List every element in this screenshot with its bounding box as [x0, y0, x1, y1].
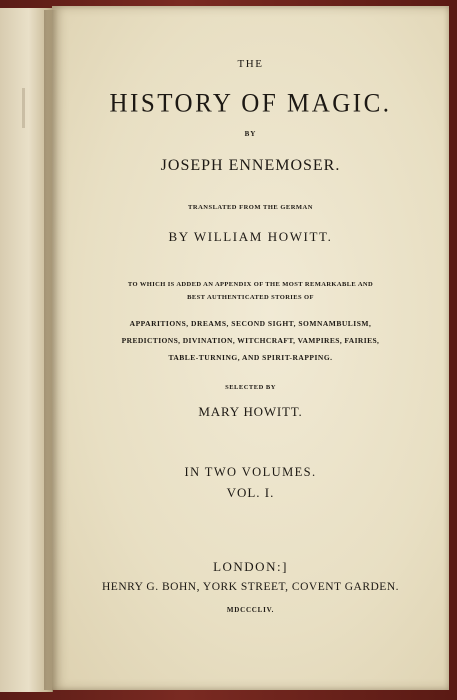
selected-by-label: SELECTED BY	[225, 384, 276, 391]
by-label: BY	[244, 130, 257, 138]
translator-name: BY WILLIAM HOWITT.	[168, 229, 333, 244]
editor-name: MARY HOWITT.	[198, 404, 303, 419]
subjects-line-3: TABLE-TURNING, AND SPIRIT-RAPPING.	[168, 353, 333, 362]
appendix-line-2: BEST AUTHENTICATED STORIES OF	[187, 294, 314, 301]
author-name: JOSEPH ENNEMOSER.	[160, 157, 341, 174]
book-title: HISTORY OF MAGIC.	[109, 89, 392, 118]
left-page-bleed	[6, 88, 25, 128]
publisher-address: HENRY G. BOHN, YORK STREET, COVENT GARDEN.	[102, 581, 399, 593]
subjects-line-1: APPARITIONS, DREAMS, SECOND SIGHT, SOMNAMBULISM,	[129, 319, 372, 328]
title-article: THE	[237, 58, 264, 70]
page-gutter-shadow	[44, 10, 58, 690]
translated-from-label: TRANSLATED FROM THE GERMAN	[188, 204, 313, 211]
appendix-line-1: TO WHICH IS ADDED AN APPENDIX OF THE MOST REMARKABLE AND	[127, 281, 374, 288]
subjects-line-2: PREDICTIONS, DIVINATION, WITCHCRAFT, VAMPIRES, FAIRIES,	[121, 336, 380, 345]
volume-count: IN TWO VOLUMES.	[184, 465, 317, 479]
publication-place: LONDON:]	[213, 559, 288, 574]
volume-number: VOL. I.	[226, 485, 275, 500]
publication-date: MDCCCLIV.	[226, 606, 275, 614]
title-page	[52, 6, 449, 690]
